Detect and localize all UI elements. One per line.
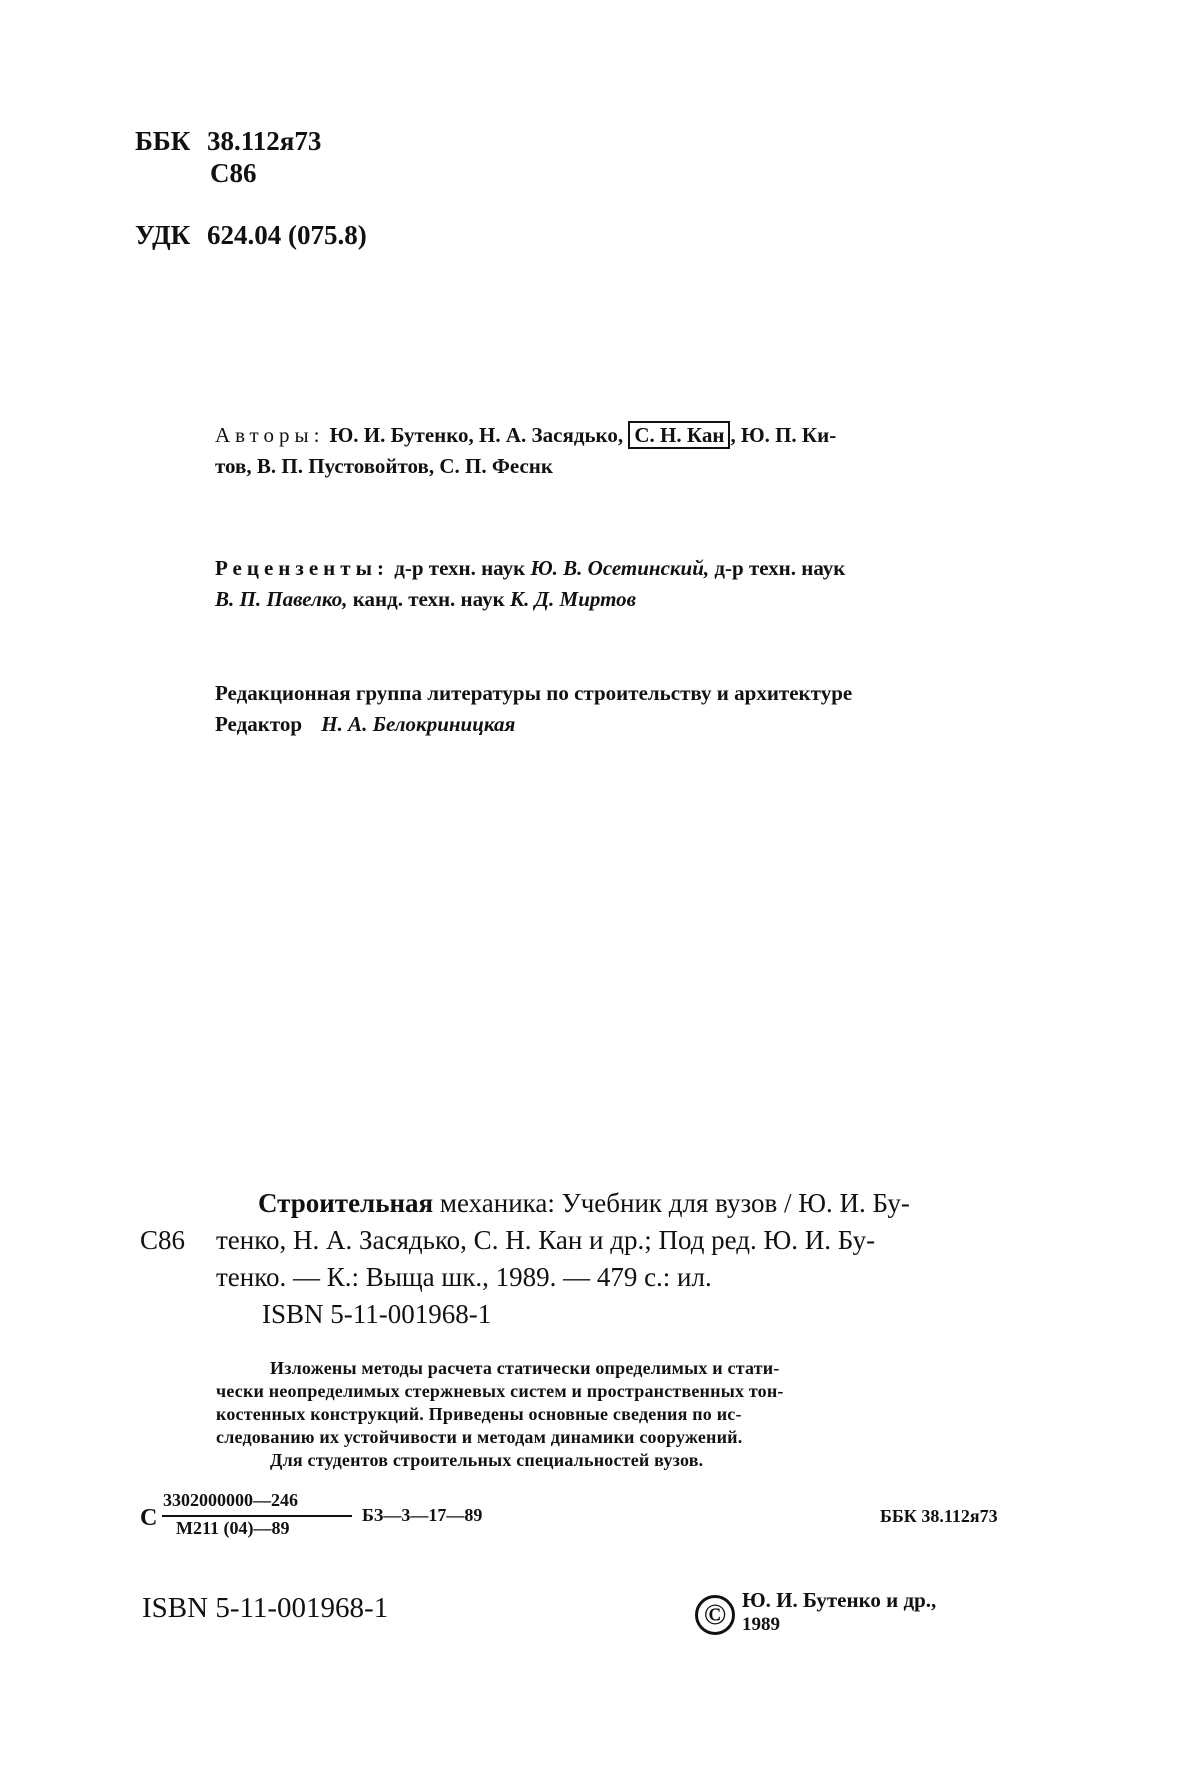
reviewer-name-2: В. П. Павелко, bbox=[215, 587, 348, 611]
citation-line-2: тенко, Н. А. Засядько, С. Н. Кан и др.; Под ред. Ю. И. Бу- bbox=[216, 1225, 876, 1255]
code-bbk: ББК 38.112я73 bbox=[880, 1506, 998, 1526]
reviewer-name-3: К. Д. Миртов bbox=[509, 587, 637, 611]
udk-label: УДК bbox=[135, 220, 191, 250]
copyright-icon: © bbox=[695, 1595, 735, 1635]
reviewers-degree-2: д-р техн. наук bbox=[714, 556, 846, 580]
annotation-line-5: Для студентов строительных специальностей вузов. bbox=[270, 1450, 704, 1470]
copyright-holder: Ю. И. Бутенко и др., bbox=[742, 1588, 937, 1612]
authors-names-cont: , Ю. П. Ки- bbox=[730, 423, 837, 447]
code-numerator: 3302000000—246 bbox=[163, 1490, 298, 1510]
code-denominator: М211 (04)—89 bbox=[176, 1518, 290, 1538]
citation-sign: С86 bbox=[140, 1225, 186, 1255]
authors-line-2: тов, В. П. Пустовойтов, С. П. Феснк bbox=[215, 454, 554, 478]
citation-isbn: ISBN 5-11-001968-1 bbox=[262, 1299, 492, 1329]
annotation-line-4: следованию их устойчивости и методам динамики сооружений. bbox=[216, 1427, 743, 1447]
footer-isbn: ISBN 5-11-001968-1 bbox=[142, 1592, 389, 1624]
citation-line-1 bbox=[258, 1185, 910, 1222]
bbk-label: ББК bbox=[135, 126, 191, 156]
annotation-line-2: чески неопределимых стержневых систем и пространственных тон- bbox=[216, 1381, 784, 1401]
citation-line-3: тенко. — К.: Выща шк., 1989. — 479 с.: ил. bbox=[216, 1262, 712, 1292]
udk-value: 624.04 (075.8) bbox=[207, 220, 367, 250]
annotation-line-3: костенных конструкций. Приведены основные сведения по ис- bbox=[216, 1404, 742, 1424]
reviewers-degree-1: д-р техн. наук bbox=[394, 556, 526, 580]
authors-label: Авторы: bbox=[215, 423, 325, 447]
reviewers-label: Рецензенты: bbox=[215, 556, 389, 580]
authors-names: Ю. И. Бутенко, Н. А. Засядько, bbox=[329, 423, 624, 447]
bbk-line bbox=[135, 128, 321, 155]
bbk-value: 38.112я73 bbox=[207, 126, 322, 156]
editor-label: Редактор bbox=[215, 712, 303, 736]
udk-line bbox=[135, 222, 367, 249]
authors-boxed-name: С. Н. Кан bbox=[628, 421, 730, 449]
reviewer-name-1: Ю. В. Осетинский, bbox=[530, 556, 710, 580]
editor-line bbox=[215, 709, 515, 740]
citation-line-1-rest: механика: Учебник для вузов / Ю. И. Бу- bbox=[439, 1188, 910, 1218]
editor-name: Н. А. Белокриницкая bbox=[321, 712, 516, 736]
code-fraction-line bbox=[162, 1515, 352, 1517]
copyright-year: 1989 bbox=[742, 1614, 780, 1635]
code-series: БЗ—3—17—89 bbox=[362, 1505, 483, 1525]
code-prefix: С bbox=[140, 1505, 158, 1531]
reviewers-degree-3: канд. техн. наук bbox=[352, 587, 505, 611]
editorial-group: Редакционная группа литературы по строительству и архитектуре bbox=[215, 681, 853, 705]
authors-line-1 bbox=[215, 420, 836, 451]
reviewers-line-1 bbox=[215, 553, 845, 584]
reviewers-line-2 bbox=[215, 584, 636, 615]
annotation-line-1: Изложены методы расчета статически определимых и стати- bbox=[270, 1358, 780, 1378]
author-sign: С86 bbox=[210, 158, 257, 188]
annotation bbox=[216, 1357, 784, 1472]
citation-title: Строительная bbox=[258, 1188, 434, 1218]
